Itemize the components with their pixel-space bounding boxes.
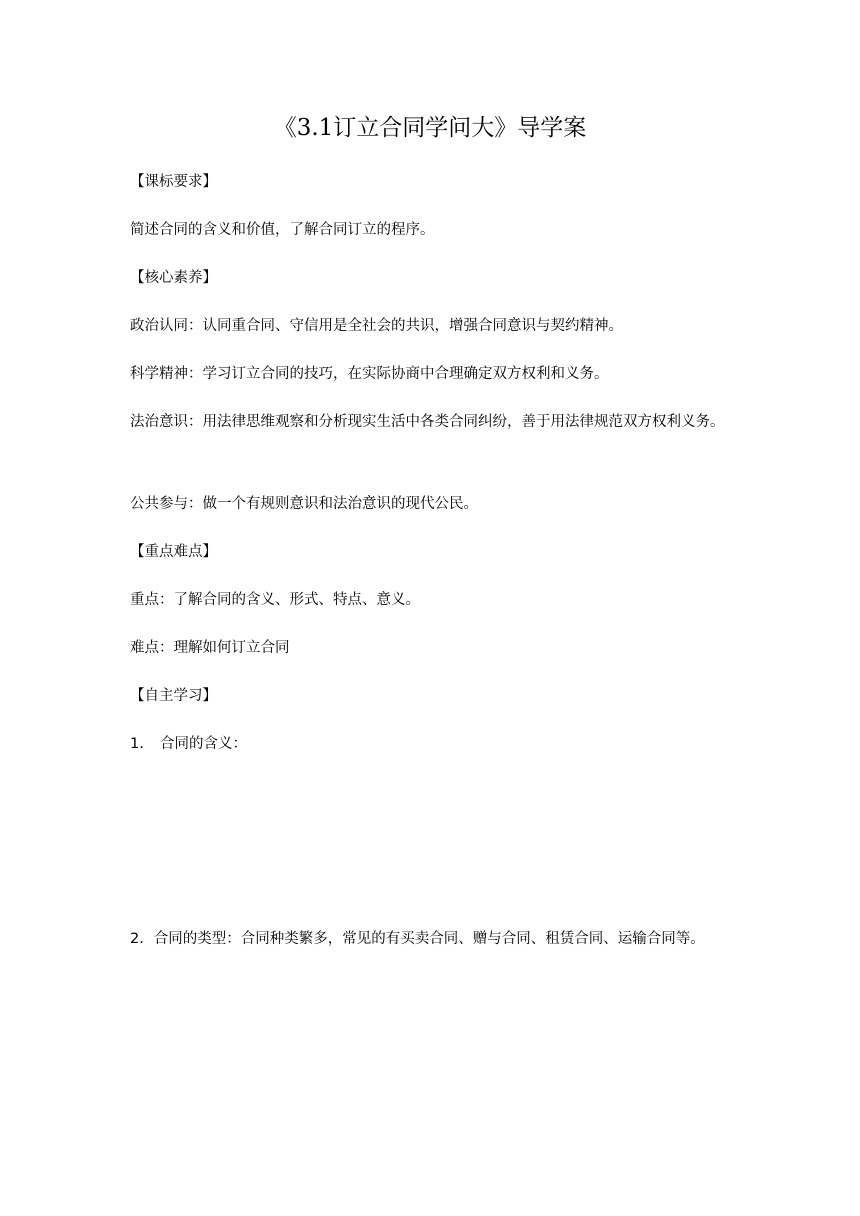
section-heading-key-points: 【重点难点】 <box>130 544 217 560</box>
literacy-law-text: 法治意识：用法律思维观察和分析现实生活中各类合同纠纷，善于用法律规范双方权利义务。 <box>130 414 725 430</box>
key-point-text: 重点：了解合同的含义、形式、特点、意义。 <box>130 592 420 608</box>
section-heading-self-study: 【自主学习】 <box>130 688 217 704</box>
document-title: 《3.1订立合同学问大》导学案 <box>273 115 587 141</box>
section-heading-literacy: 【核心素养】 <box>130 270 217 286</box>
curriculum-text: 简述合同的含义和价值，了解合同订立的程序。 <box>130 222 435 238</box>
self-study-item-2: 2．合同的类型：合同种类繁多，常见的有买卖合同、赠与合同、租赁合同、运输合同等。 <box>130 931 705 947</box>
self-study-item-1 <box>130 734 740 754</box>
difficult-point-text: 难点：理解如何订立合同 <box>130 640 290 656</box>
literacy-political-text: 政治认同：认同重合同、守信用是全社会的共识，增强合同意识与契约精神。 <box>130 318 623 334</box>
item-1-text: 合同的含义： <box>160 736 247 752</box>
section-heading-curriculum: 【课标要求】 <box>130 174 217 190</box>
item-1-number: 1. <box>130 736 144 752</box>
literacy-science-text: 科学精神：学习订立合同的技巧，在实际协商中合理确定双方权利和义务。 <box>130 366 609 382</box>
literacy-public-text: 公共参与：做一个有规则意识和法治意识的现代公民。 <box>130 496 478 512</box>
